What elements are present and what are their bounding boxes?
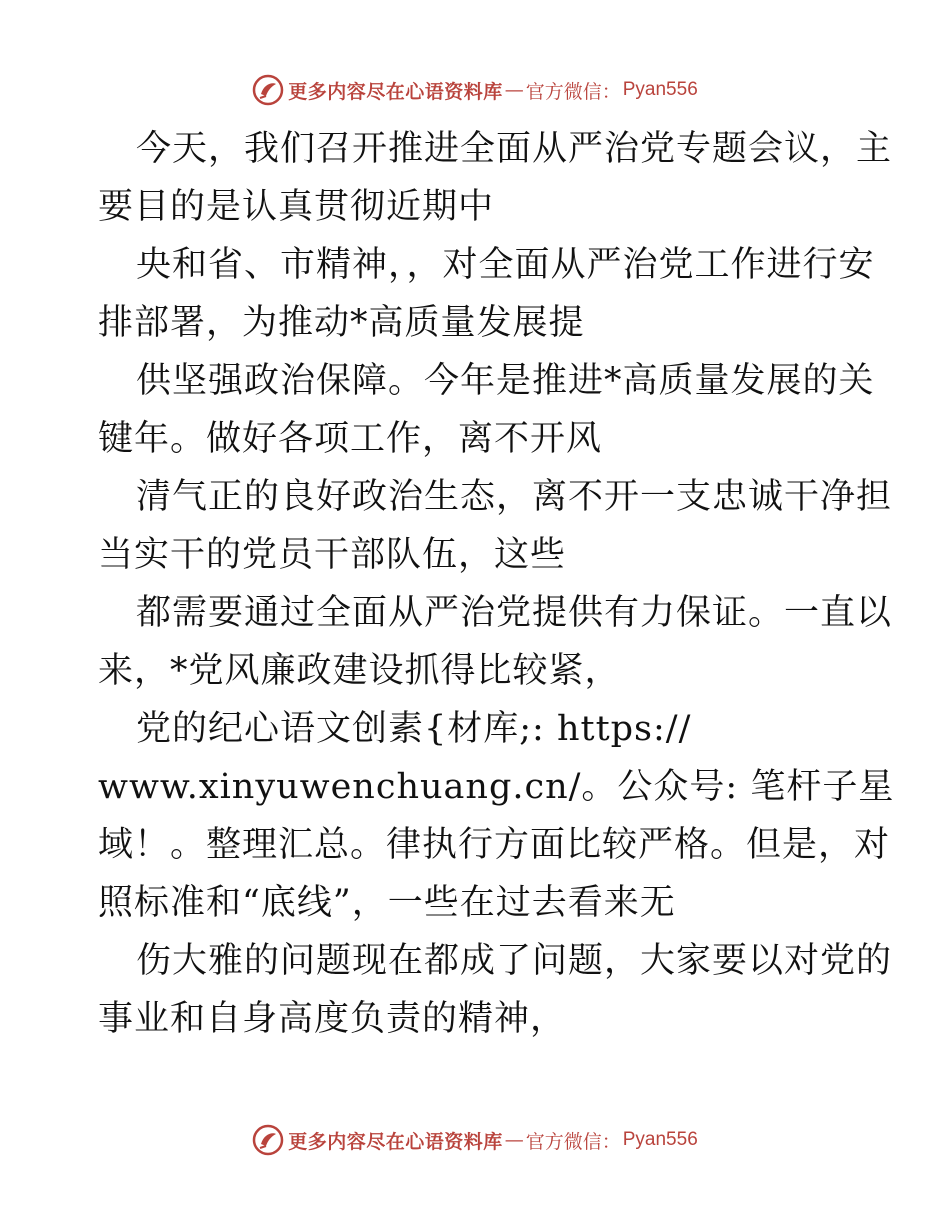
brand-logo-icon xyxy=(252,74,284,106)
header-wechat-id: Pyan556 xyxy=(622,79,698,100)
body-line: 键年。做好各项工作，离不开风 xyxy=(98,419,603,459)
footer-wechat-label: 官方微信： xyxy=(525,1130,621,1153)
header-banner-separator: — xyxy=(504,79,524,101)
body-line: 伤大雅的问题现在都成了问题，大家要以对党的 xyxy=(136,941,893,981)
body-line: 党的纪心语文创素{材库;: https:// xyxy=(136,709,692,749)
body-line: 今天，我们召开推进全面从严治党专题会议，主 xyxy=(136,129,893,169)
footer-banner-separator: — xyxy=(504,1129,524,1151)
footer-banner xyxy=(0,1120,950,1160)
header-banner-text: 更多内容尽在心语资料库 xyxy=(288,80,503,103)
body-line: 清气正的良好政治生态，离不开一支忠诚干净担 xyxy=(136,477,893,517)
body-line: 央和省、市精神，，对全面从严治党工作进行安 xyxy=(136,245,875,285)
footer-wechat-id: Pyan556 xyxy=(622,1129,698,1150)
body-line: 照标准和“底线”，一些在过去看来无 xyxy=(98,883,676,923)
footer-banner-text: 更多内容尽在心语资料库 xyxy=(288,1130,503,1153)
body-line: 来，*党风廉政建设抓得比较紧， xyxy=(98,651,621,691)
brand-logo-icon xyxy=(252,1124,284,1156)
body-line: 事业和自身高度负责的精神， xyxy=(98,999,567,1039)
body-line: 都需要通过全面从严治党提供有力保证。一直以 xyxy=(136,593,893,633)
body-line: www.xinyuwenchuang.cn/。公众号: 笔杆子星 xyxy=(98,767,895,807)
document-body xyxy=(98,120,895,1048)
header-banner xyxy=(0,70,950,110)
body-line: 供坚强政治保障。今年是推进*高质量发展的关 xyxy=(136,361,875,401)
body-line: 域！。整理汇总。律执行方面比较严格。但是，对 xyxy=(98,825,891,865)
header-wechat-label: 官方微信： xyxy=(525,80,621,103)
body-line: 当实干的党员干部队伍，这些 xyxy=(98,535,567,575)
body-line: 要目的是认真贯彻近期中 xyxy=(98,187,495,227)
body-line: 排部署，为推动*高质量发展提 xyxy=(98,303,585,343)
